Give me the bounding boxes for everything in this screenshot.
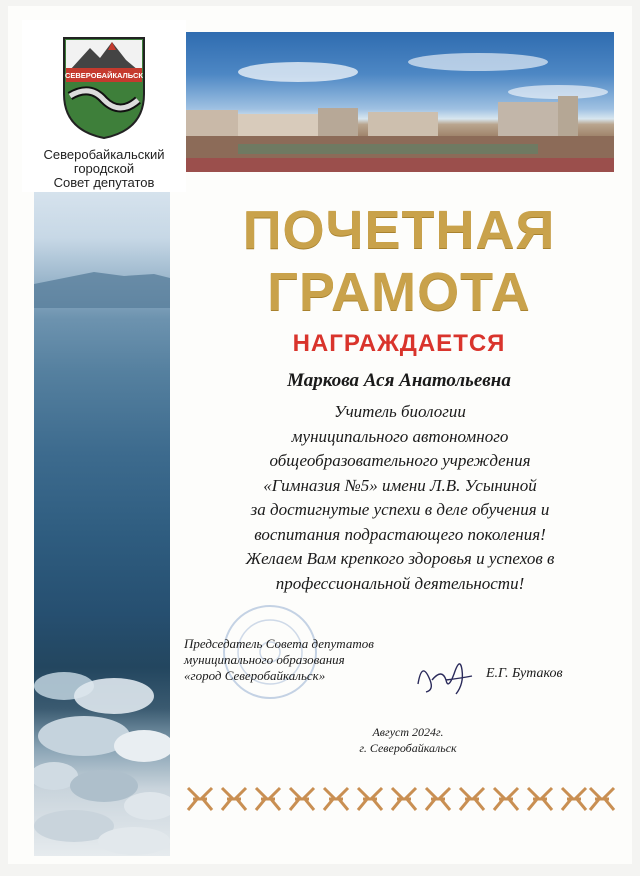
issue-date: Август 2024г. bbox=[372, 725, 444, 739]
city-coat-of-arms bbox=[60, 34, 148, 140]
body-line: общеобразовательного учреждения bbox=[269, 451, 531, 470]
body-line: Учитель биологии bbox=[334, 402, 466, 421]
ice-rocks-photo bbox=[34, 656, 170, 856]
council-name-line: Совет депутатов bbox=[53, 175, 155, 190]
signatory-position-line: Председатель Совета депутатов bbox=[184, 636, 374, 651]
city-buildings bbox=[178, 32, 614, 172]
council-name-line: Северобайкальский bbox=[43, 147, 165, 162]
signatory-position-line: муниципального образования bbox=[184, 652, 345, 667]
body-line: «Гимназия №5» имени Л.В. Усыниной bbox=[263, 475, 537, 495]
recipient-name: Маркова Ася Анатольевна bbox=[287, 370, 511, 391]
signatory-name: Е.Г. Бутаков bbox=[486, 666, 563, 681]
body-line: воспитания подрастающего поколения! bbox=[254, 524, 546, 544]
body-line: Желаем Вам крепкого здоровья и успехов в bbox=[245, 549, 555, 568]
issue-place: г. Северобайкальск bbox=[359, 741, 457, 755]
certificate-title-line-1: ПОЧЕТНАЯ bbox=[242, 200, 556, 260]
crest-banner-text: СЕВЕРОБАЙКАЛЬСК bbox=[64, 71, 144, 80]
certificate-sheet bbox=[8, 6, 632, 864]
body-line: профессиональной деятельности! bbox=[275, 573, 525, 593]
awarded-label: НАГРАЖДАЕТСЯ bbox=[292, 330, 506, 357]
body-line: муниципального автономного bbox=[291, 426, 509, 446]
signatory-position-line: «город Северобайкальск» bbox=[184, 668, 326, 683]
decorative-ornament-border bbox=[184, 784, 618, 814]
city-panorama-photo bbox=[178, 32, 614, 172]
handwritten-signature bbox=[412, 650, 476, 702]
signatory-position bbox=[184, 636, 374, 684]
certificate-title-line-2: ГРАМОТА bbox=[267, 262, 531, 322]
certificate-body-text bbox=[194, 400, 606, 596]
body-line: за достигнутые успехи в деле обучения и bbox=[250, 500, 550, 519]
council-logo-card bbox=[22, 20, 186, 192]
council-name-line: городской bbox=[73, 161, 135, 176]
mountain-silhouette bbox=[34, 268, 170, 308]
issue-date-place bbox=[308, 724, 508, 756]
council-name bbox=[22, 148, 186, 190]
